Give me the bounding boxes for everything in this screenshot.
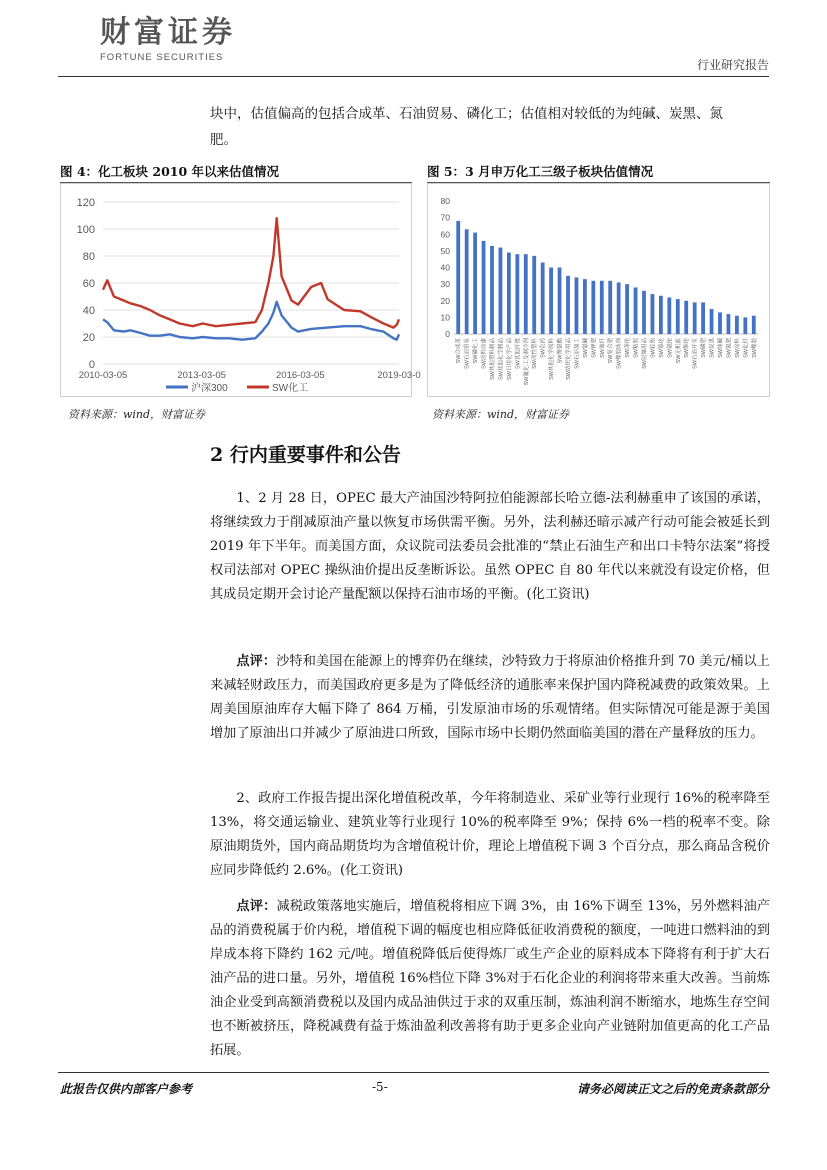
y-tick-label: 50 — [440, 245, 450, 256]
bar — [456, 221, 460, 334]
bar — [693, 302, 697, 334]
bar — [549, 268, 553, 335]
x-tick-label: SW复合肥 — [608, 338, 615, 364]
bar — [718, 312, 722, 334]
logo-english: FORTUNE SECURITIES — [100, 52, 224, 63]
y-tick-label: 40 — [82, 305, 95, 317]
page-number: -5- — [372, 1080, 388, 1094]
y-tick-label: 20 — [82, 332, 95, 344]
x-tick-label: 2019-03-0 — [377, 370, 421, 381]
x-tick-label: SW橡胶助剂 — [616, 338, 623, 369]
y-tick-label: 70 — [440, 212, 450, 223]
x-tick-label: SW钾肥 — [591, 338, 598, 358]
x-tick-label: SW锦纶 — [658, 338, 665, 358]
bar — [490, 246, 494, 334]
y-tick-label: 80 — [82, 251, 95, 263]
comment-text-1: 沙特和美国在能源上的博弈仍在继续，沙特致力于将原油价格推升到 70 美元/桶以上来减轻财政压力，而美国政府更多是为了降低经济的通胀率来保护国内降税减费的政策效果。上周美国原油库存大幅下降了 864 万桶，引发原油市场的乐观情绪。但实际情况可能是源于美国增加了原油出口并减少了原油进口所致，国际市场中长期仍然面临美国的潜在产量释放的压力。 — [210, 654, 770, 741]
bar — [515, 254, 519, 334]
bar — [743, 317, 747, 334]
figure-5-bar-chart — [428, 184, 769, 396]
x-tick-label: SW氯碱 — [582, 338, 589, 358]
y-tick-label: 10 — [440, 312, 450, 323]
bar — [566, 276, 570, 334]
bar — [465, 229, 469, 334]
legend-label: 沪深300 — [191, 383, 228, 394]
figure-4-caption: 图 4：化工板块 2010 年以来估值情况 — [60, 162, 412, 183]
bar — [575, 277, 579, 334]
x-tick-label: SW其他塑料制品 — [490, 338, 496, 380]
bar — [499, 248, 503, 334]
x-tick-label: SW民爆用品 — [642, 338, 648, 369]
figure-4-source: 资料来源：wind，财富证券 — [68, 408, 206, 421]
x-tick-label: SW氟化工及制冷剂 — [523, 338, 530, 386]
x-tick-label: SW纯碱 — [718, 338, 724, 358]
x-tick-label: SW玻纤 — [599, 338, 606, 358]
comment-label-2: 点评： — [236, 899, 277, 914]
bar — [651, 294, 655, 334]
x-tick-label: SW涂料涂漆 — [481, 338, 488, 369]
figure-4-line-chart — [61, 184, 421, 396]
bar — [583, 279, 587, 334]
section-title: 2 行内重要事件和公告 — [210, 444, 401, 466]
x-tick-label: SW涤纶 — [625, 338, 632, 358]
figure-5-caption: 图 5：3 月申万化工三级子板块估值情况 — [427, 162, 770, 183]
series-line — [103, 302, 399, 340]
report-type-label: 行业研究报告 — [696, 58, 769, 72]
x-tick-label: SW维纶 — [684, 338, 691, 358]
bar — [735, 316, 739, 334]
bar — [558, 268, 562, 335]
y-tick-label: 0 — [88, 359, 95, 371]
x-tick-label: SW磷肥 — [701, 338, 708, 358]
x-tick-label: SW石油开采 — [692, 338, 699, 369]
bar — [667, 297, 671, 334]
x-tick-label: SW聚氨酯 — [557, 338, 564, 364]
x-tick-label: SW轮胎 — [650, 338, 657, 358]
x-tick-label: 2010-03-05 — [78, 370, 128, 381]
x-tick-label: SW氨纶 — [667, 338, 674, 358]
x-tick-label: SW石油加工 — [574, 338, 581, 369]
y-tick-label: 80 — [440, 196, 450, 206]
bar — [524, 254, 528, 334]
bar — [617, 282, 621, 334]
bar — [473, 233, 477, 334]
x-tick-label: SW日用化学产品 — [506, 338, 513, 380]
bar — [625, 284, 629, 334]
x-tick-label: SW炭黑 — [709, 338, 716, 358]
bar — [482, 241, 486, 334]
x-tick-label: SW合成革 — [456, 338, 463, 364]
y-tick-label: 100 — [76, 224, 95, 236]
intro-line-1: 块中，估值偏高的包括合成革、石油贸易、磷化工；估值相对较低的为纯碱、炭黑、氮 — [210, 106, 723, 122]
x-tick-label: SW改性塑料 — [532, 338, 539, 369]
bar — [727, 314, 731, 334]
x-tick-label: SW其他化学原料 — [549, 338, 556, 380]
bar — [532, 256, 536, 334]
bar — [752, 316, 756, 334]
y-tick-label: 120 — [76, 197, 95, 209]
bar — [541, 263, 545, 334]
footer-divider — [58, 1072, 769, 1073]
paragraph-opec — [210, 487, 770, 607]
figure-5-source: 资料来源：wind，财富证券 — [432, 408, 570, 421]
x-tick-label: SW磷化工 — [473, 338, 480, 364]
y-tick-label: 60 — [82, 278, 95, 290]
x-tick-label: SW无机盐 — [675, 338, 682, 364]
bar — [642, 291, 646, 334]
footer-disclaimer-right: 请务必阅读正文之后的免责条款部分 — [576, 1082, 769, 1096]
intro-line-2: 肥。 — [210, 132, 237, 148]
bar — [676, 299, 680, 334]
x-tick-label: SW氮肥 — [726, 338, 733, 358]
x-tick-label: SW农药 — [540, 338, 547, 358]
bar — [608, 281, 612, 334]
figure-5-frame — [427, 183, 770, 397]
bar — [710, 309, 714, 334]
x-tick-label: 2016-03-05 — [276, 370, 325, 381]
x-tick-label: SW其他纤维 — [515, 338, 522, 369]
paragraph-comment-1 — [210, 650, 770, 746]
logo-chinese: 财富证券 — [100, 15, 236, 50]
x-tick-label: SW纺织化学用品 — [566, 338, 572, 380]
x-tick-label: SW石油贸易 — [464, 338, 471, 369]
y-tick-label: 20 — [440, 295, 450, 306]
legend-label: SW化工 — [272, 383, 309, 394]
x-tick-label: SW涂料 — [734, 338, 741, 358]
y-tick-label: 0 — [445, 329, 450, 339]
bar — [634, 287, 638, 334]
y-tick-label: 60 — [440, 229, 450, 240]
bar — [600, 281, 604, 334]
paragraph-comment-2 — [210, 895, 770, 1063]
header-divider — [58, 76, 769, 77]
bar — [684, 301, 688, 334]
paragraph-vat-text: 2、政府工作报告提出深化增值税改革，今年将制造业、采矿业等行业现行 16%的税率降至 13%，将交通运输业、建筑业等行业现行 10%的税率降至 9%；保持 6%一档的税率不变。除原油期货外，国内商品期货均为含增值税计价，理论上增值税下调 3 个百分点，那么商品含税价应同步降低约 2.6%。(化工资讯) — [210, 791, 770, 878]
paragraph-vat — [210, 787, 770, 883]
x-tick-label: 2013-03-05 — [177, 370, 226, 381]
comment-text-2: 减税政策落地实施后，增值税将相应下调 3%，由 16%下调至 13%，另外燃料油产品的消费税属于价内税，增值税下调的幅度也相应降低征收消费税的额度，一吨进口燃料油的到岸成本将下降约 162 元/吨。增值税降低后使得炼厂或生产企业的原料成本下降将有利于扩大石油产品的进口量。另外，增值税 16%档位下降 3%对于石化企业的利润将带来重大改善。当前炼油企业受到高额消费税以及国内成品油供过于求的双重压制，炼油利润不断缩水，地炼生存空间也不断被挤压，降税减费有益于炼油盈利改善将有助于更多企业向产业链附加值更高的化工产品拓展。 — [210, 899, 770, 1058]
comment-label-1: 点评： — [236, 654, 277, 669]
footer-disclaimer-left: 此报告仅供内部客户参考 — [60, 1082, 193, 1096]
series-line — [103, 218, 399, 327]
bar — [659, 296, 663, 334]
company-logo — [100, 16, 236, 63]
x-tick-label: SW橡胶 — [751, 338, 758, 358]
bar — [701, 302, 705, 334]
y-tick-label: 40 — [440, 262, 450, 273]
x-tick-label: SW粘胶 — [633, 338, 640, 358]
figure-4-frame — [60, 183, 421, 397]
bar — [591, 281, 595, 334]
paragraph-opec-text: 1、2 月 28 日，OPEC 最大产油国沙特阿拉伯能源部长哈立德-法利赫重申了该国的承诺，将继续致力于削减原油产量以恢复市场供需平衡。另外，法利赫还暗示减产行动可能会被延长到 2019 年下半年。而美国方面，众议院司法委员会批准的“禁止石油生产和出口卡特尔法案”将授权司法部对 OPEC 操纵油价提出反垄断诉讼。虽然 OPEC 自 80 年代以来就没有设定价格，但其成员定期开会讨论产量配额以保持石油市场的平衡。(化工资讯) — [210, 491, 770, 602]
x-tick-label: SW其他化学制品 — [498, 338, 505, 380]
bar — [507, 253, 511, 334]
y-tick-label: 30 — [440, 279, 450, 290]
x-tick-label: SW化纤 — [743, 338, 750, 358]
